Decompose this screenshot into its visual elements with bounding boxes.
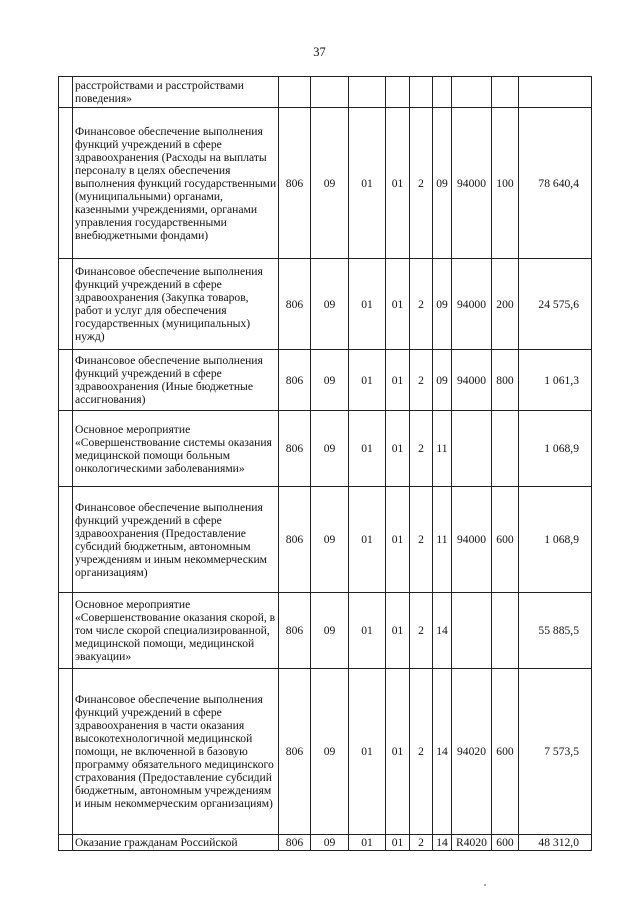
- row-name-cell: Основное мероприятие «Совершенствование системы оказания медицинской помощи больным онкологическими заболеваниями»: [73, 411, 279, 487]
- subsection-code-cell: 01: [349, 259, 386, 350]
- subprogram-code-cell: 2: [410, 487, 433, 593]
- ministry-code-cell: [279, 77, 311, 108]
- section-code-cell: 09: [311, 350, 349, 411]
- table-row: [59, 108, 592, 259]
- table-row: [59, 259, 592, 350]
- row-lead-cell: [59, 669, 73, 835]
- subsection-code-cell: 01: [349, 669, 386, 835]
- program-code-cell: 01: [386, 411, 410, 487]
- row-name-cell: Финансовое обеспечение выполнения функций учреждений в сфере здравоохранения (Предоставление субсидий бюджетным, автономным учреждениям и иным некоммерческим организациям): [73, 487, 279, 593]
- direction-code-cell: 94000: [452, 259, 492, 350]
- ministry-code-cell: 806: [279, 669, 311, 835]
- ministry-code-cell: 806: [279, 835, 311, 851]
- amount-cell: 78 640,4: [519, 108, 592, 259]
- program-code-cell: 01: [386, 669, 410, 835]
- subprogram-code-cell: 2: [410, 835, 433, 851]
- ministry-code-cell: 806: [279, 411, 311, 487]
- program-code-cell: 01: [386, 487, 410, 593]
- event-code-cell: 11: [433, 487, 452, 593]
- expense-type-cell: 600: [492, 669, 519, 835]
- expense-type-cell: 600: [492, 835, 519, 851]
- amount-cell: 7 573,5: [519, 669, 592, 835]
- section-code-cell: 09: [311, 593, 349, 669]
- amount-cell: [519, 77, 592, 108]
- event-code-cell: 09: [433, 259, 452, 350]
- row-name-cell: Оказание гражданам Российской: [73, 835, 279, 851]
- scan-speck: [484, 884, 486, 886]
- row-name-cell: Финансовое обеспечение выполнения функций учреждений в сфере здравоохранения (Расходы на выплаты персоналу в целях обеспечения выполнения функций государственными (муниципальными) органами, казенными учреждениями, органами управления государственными внебюджетными фондами): [73, 108, 279, 259]
- expense-type-cell: 100: [492, 108, 519, 259]
- subprogram-code-cell: 2: [410, 593, 433, 669]
- subsection-code-cell: 01: [349, 108, 386, 259]
- budget-table: [58, 76, 592, 851]
- table-row: [59, 593, 592, 669]
- expense-type-cell: [492, 77, 519, 108]
- subsection-code-cell: [349, 77, 386, 108]
- direction-code-cell: 94020: [452, 669, 492, 835]
- event-code-cell: 09: [433, 108, 452, 259]
- amount-cell: 24 575,6: [519, 259, 592, 350]
- ministry-code-cell: 806: [279, 259, 311, 350]
- row-lead-cell: [59, 77, 73, 108]
- direction-code-cell: [452, 593, 492, 669]
- subprogram-code-cell: 2: [410, 669, 433, 835]
- section-code-cell: 09: [311, 259, 349, 350]
- event-code-cell: 14: [433, 593, 452, 669]
- section-code-cell: [311, 77, 349, 108]
- section-code-cell: 09: [311, 835, 349, 851]
- expense-type-cell: 800: [492, 350, 519, 411]
- program-code-cell: 01: [386, 350, 410, 411]
- subprogram-code-cell: 2: [410, 350, 433, 411]
- direction-code-cell: R4020: [452, 835, 492, 851]
- row-lead-cell: [59, 350, 73, 411]
- event-code-cell: 11: [433, 411, 452, 487]
- section-code-cell: 09: [311, 411, 349, 487]
- table-row: [59, 669, 592, 835]
- ministry-code-cell: 806: [279, 593, 311, 669]
- subsection-code-cell: 01: [349, 487, 386, 593]
- ministry-code-cell: 806: [279, 108, 311, 259]
- subprogram-code-cell: 2: [410, 259, 433, 350]
- subsection-code-cell: 01: [349, 350, 386, 411]
- section-code-cell: 09: [311, 108, 349, 259]
- direction-code-cell: [452, 77, 492, 108]
- table-row: [59, 411, 592, 487]
- direction-code-cell: 94000: [452, 487, 492, 593]
- event-code-cell: [433, 77, 452, 108]
- section-code-cell: 09: [311, 669, 349, 835]
- event-code-cell: 09: [433, 350, 452, 411]
- amount-cell: 48 312,0: [519, 835, 592, 851]
- row-name-cell: расстройствами и расстройствами поведения»: [73, 77, 279, 108]
- program-code-cell: 01: [386, 259, 410, 350]
- subprogram-code-cell: 2: [410, 411, 433, 487]
- ministry-code-cell: 806: [279, 350, 311, 411]
- expense-type-cell: [492, 411, 519, 487]
- row-lead-cell: [59, 593, 73, 669]
- event-code-cell: 14: [433, 669, 452, 835]
- row-lead-cell: [59, 487, 73, 593]
- subsection-code-cell: 01: [349, 835, 386, 851]
- amount-cell: 55 885,5: [519, 593, 592, 669]
- page-number: 37: [313, 45, 326, 59]
- program-code-cell: 01: [386, 593, 410, 669]
- row-name-cell: Финансовое обеспечение выполнения функций учреждений в сфере здравоохранения в части оказания высокотехнологичной медицинской помощи, не включенной в базовую программу обязательного медицинского страхования (Предоставление субсидий бюджетным, автономным учреждениям и иным некоммерческим организациям): [73, 669, 279, 835]
- row-lead-cell: [59, 411, 73, 487]
- amount-cell: 1 068,9: [519, 411, 592, 487]
- row-name-cell: Основное мероприятие «Совершенствование оказания скорой, в том числе скорой специализированной, медицинской помощи, медицинской эвакуации»: [73, 593, 279, 669]
- table-row: [59, 835, 592, 851]
- amount-cell: 1 061,3: [519, 350, 592, 411]
- program-code-cell: 01: [386, 108, 410, 259]
- table-row: [59, 487, 592, 593]
- program-code-cell: 01: [386, 835, 410, 851]
- program-code-cell: [386, 77, 410, 108]
- row-lead-cell: [59, 835, 73, 851]
- expense-type-cell: 600: [492, 487, 519, 593]
- direction-code-cell: [452, 411, 492, 487]
- subprogram-code-cell: 2: [410, 108, 433, 259]
- amount-cell: 1 068,9: [519, 487, 592, 593]
- row-lead-cell: [59, 108, 73, 259]
- expense-type-cell: [492, 593, 519, 669]
- direction-code-cell: 94000: [452, 350, 492, 411]
- table-row: [59, 350, 592, 411]
- subsection-code-cell: 01: [349, 411, 386, 487]
- direction-code-cell: 94000: [452, 108, 492, 259]
- ministry-code-cell: 806: [279, 487, 311, 593]
- row-lead-cell: [59, 259, 73, 350]
- table-row: [59, 77, 592, 108]
- subsection-code-cell: 01: [349, 593, 386, 669]
- event-code-cell: 14: [433, 835, 452, 851]
- row-name-cell: Финансовое обеспечение выполнения функций учреждений в сфере здравоохранения (Иные бюджетные ассигнования): [73, 350, 279, 411]
- expense-type-cell: 200: [492, 259, 519, 350]
- subprogram-code-cell: [410, 77, 433, 108]
- section-code-cell: 09: [311, 487, 349, 593]
- table-body: [59, 77, 592, 851]
- row-name-cell: Финансовое обеспечение выполнения функций учреждений в сфере здравоохранения (Закупка товаров, работ и услуг для обеспечения государственных (муниципальных) нужд): [73, 259, 279, 350]
